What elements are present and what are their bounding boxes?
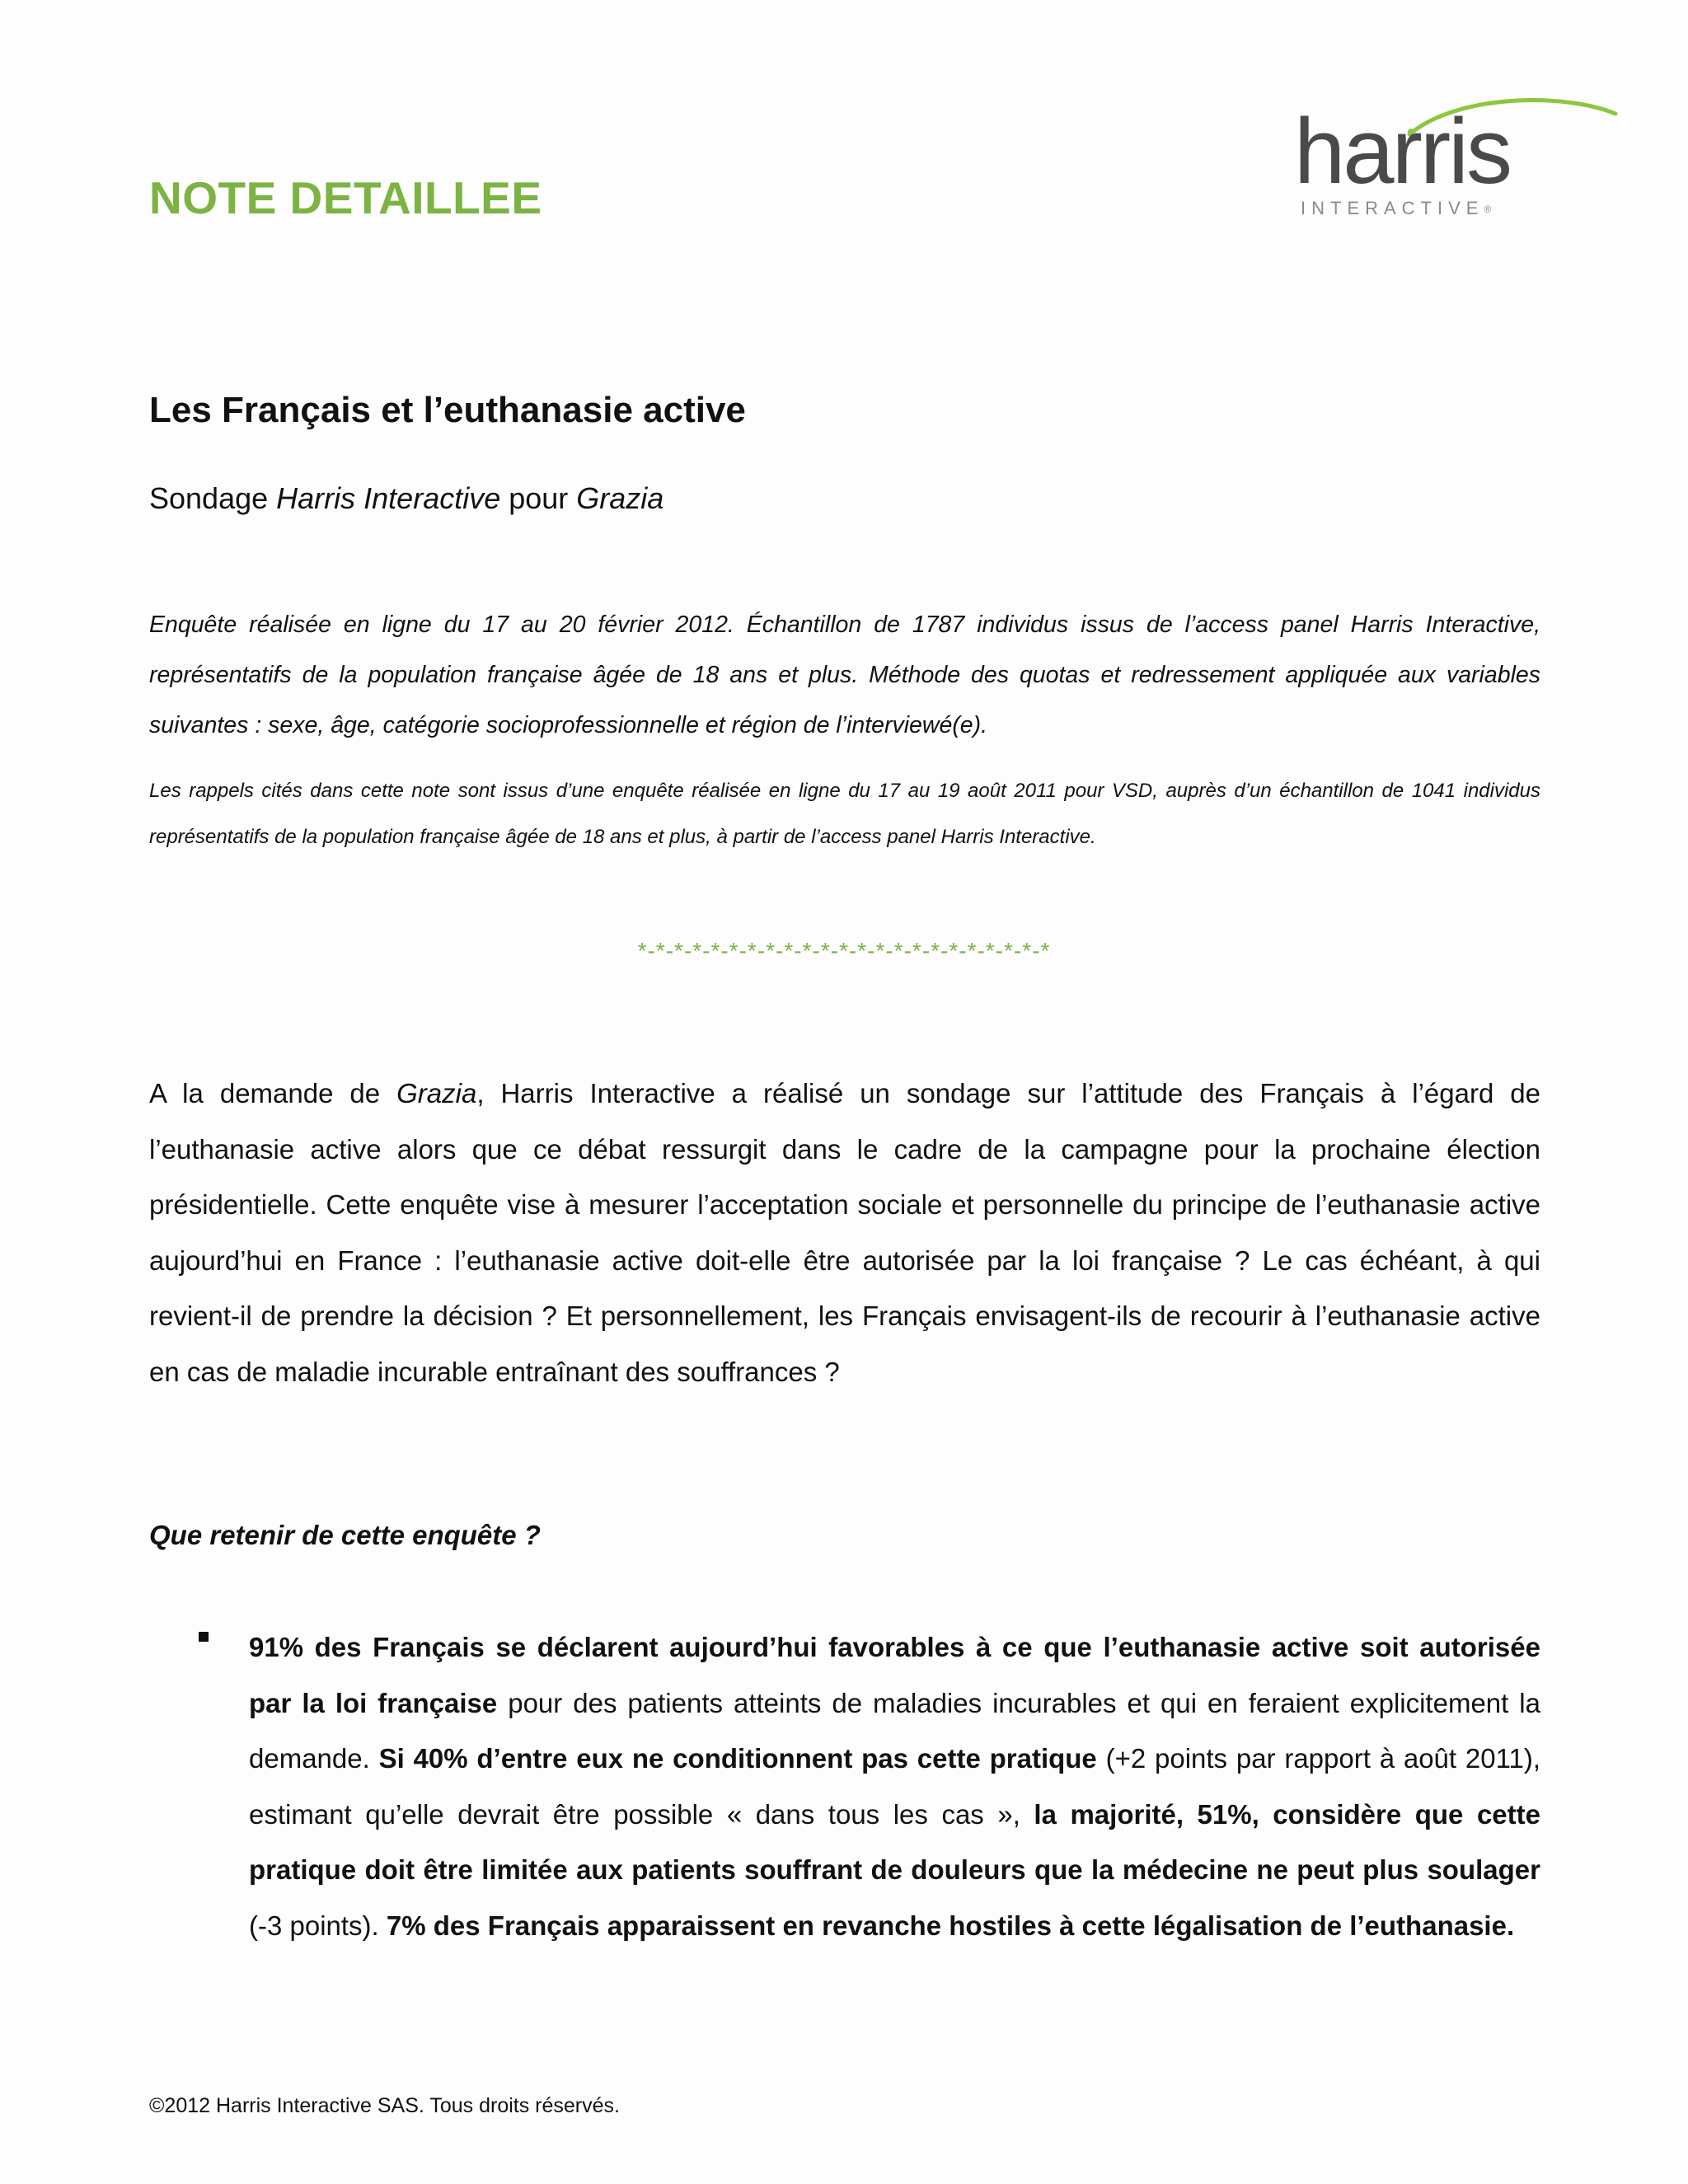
separator-stars: *-*-*-*-*-*-*-*-*-*-*-*-*-*-*-*-*-*-*-*-*-*-* <box>637 938 1051 963</box>
survey-subtitle: Sondage Harris Interactive pour Grazia <box>149 481 664 515</box>
section-heading: Que retenir de cette enquête ? <box>149 1520 541 1550</box>
key-finding-bullet: 91% des Français se déclarent aujourd’hui favorables à ce que l’euthanasie active soit autorisée par la loi française pour des patients atteints de maladies incurables et qui en feraient explicitement la demande. Si 40% d’entre eux ne conditionnent pas cette pratique (+2 points par rapport à août 2011), estimant qu’elle devrait être possible « dans tous les cas », la majorité, 51%, considère que cette pratique doit être limitée aux patients souffrant de douleurs que la médecine ne peut plus soulager (-3 points). 7% des Français apparaissent en revanche hostiles à cette légalisation de l’euthanasie. <box>249 1632 1540 1941</box>
rappels-note: Les rappels cités dans cette note sont issus d’une enquête réalisée en ligne du 17 au 19 août 2011 pour VSD, auprès d’un échantillon de 1041 individus représentatifs de la population française âgée de 18 ans et plus, à partir de l’access panel Harris Interactive. <box>149 780 1540 848</box>
harris-logo <box>1294 89 1624 229</box>
logo-subtext: INTERACTIVE® <box>1301 198 1492 218</box>
bullet-square-icon <box>199 1632 209 1642</box>
copyright-footer: ©2012 Harris Interactive SAS. Tous droits réservés. <box>149 2094 620 2117</box>
subtitle-client: Grazia <box>576 481 664 515</box>
subtitle-company: Harris Interactive <box>276 481 501 515</box>
logo-wordmark: harris <box>1294 100 1511 203</box>
intro-client: Grazia <box>396 1078 477 1108</box>
logo-registered: ® <box>1484 204 1492 216</box>
note-title: NOTE DETAILLEE <box>149 172 542 223</box>
methodology-paragraph: Enquête réalisée en ligne du 17 au 20 février 2012. Échantillon de 1787 individus issus de l’access panel Harris Interactive, représentatifs de la population française âgée de 18 ans et plus. Méthode des quotas et redressement appliquée aux variables suivantes : sexe, âge, catégorie socioprofessionnelle et région de l’interviewé(e). <box>149 612 1540 738</box>
document-title: Les Français et l’euthanasie active <box>149 390 746 430</box>
intro-paragraph: A la demande de Grazia, Harris Interactive a réalisé un sondage sur l’attitude des Français à l’égard de l’euthanasie active alors que ce débat ressurgit dans le cadre de la campagne pour la prochaine élection présidentielle. Cette enquête vise à mesurer l’acceptation sociale et personnelle du principe de l’euthanasie active aujourd’hui en France : l’euthanasie active doit-elle être autorisée par la loi française ? Le cas échéant, à qui revient-il de prendre la décision ? Et personnellement, les Français envisagent-ils de recourir à l’euthanasie active en cas de maladie incurable entraînant des souffrances ? <box>149 1078 1540 1387</box>
